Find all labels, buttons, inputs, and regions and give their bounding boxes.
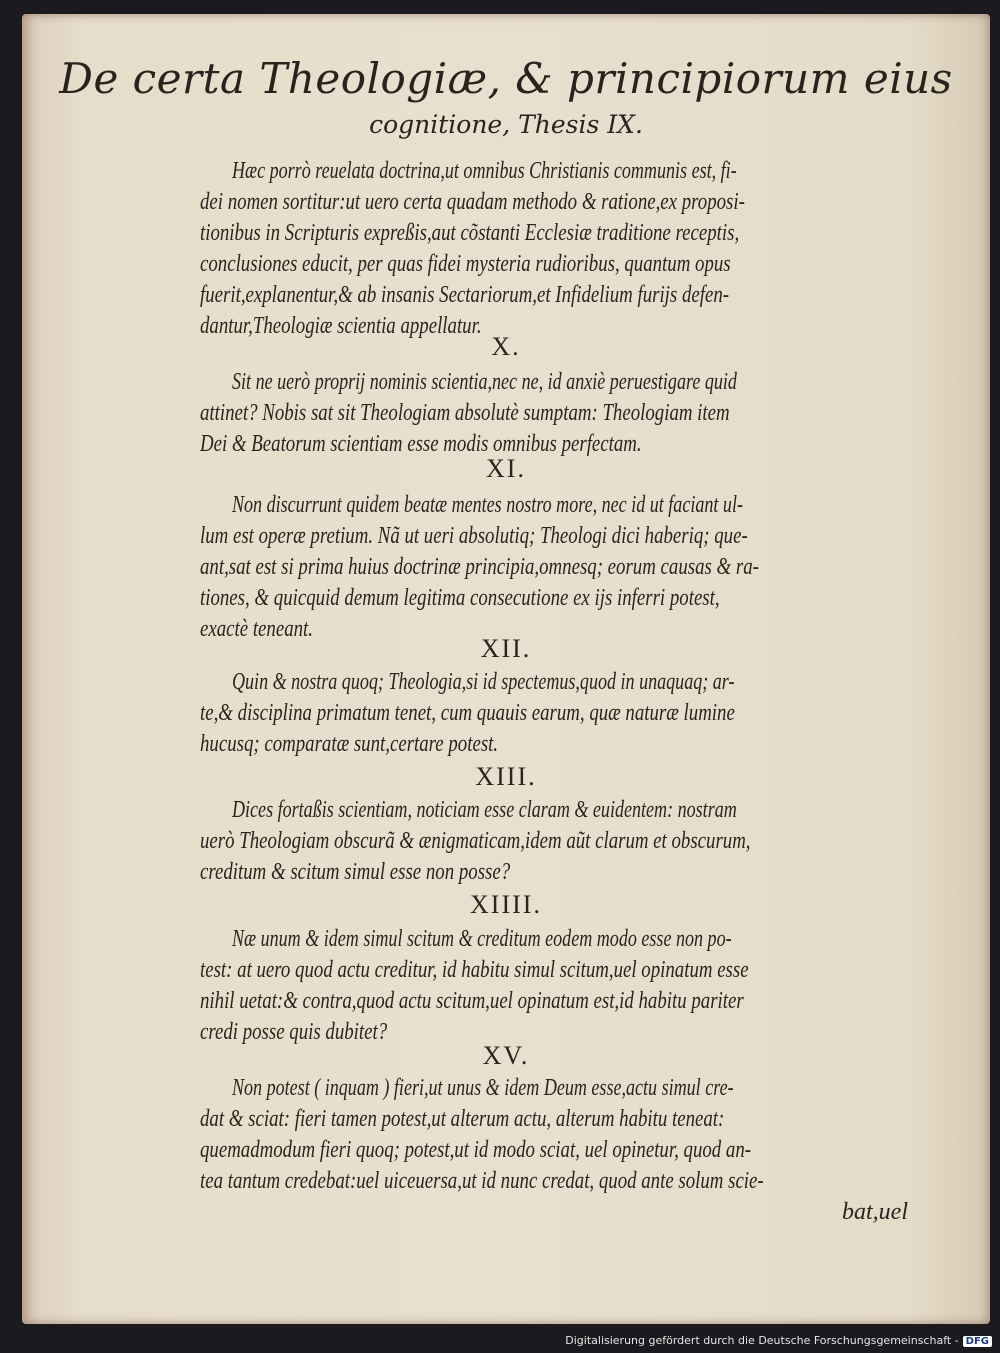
thesis-numeral: XIII. bbox=[475, 762, 537, 791]
text-line: Quin & nostra quoq; Theologia,si id spectemus,quod in unaquaq; ar- bbox=[232, 669, 735, 695]
text-line: quemadmodum fieri quoq; potest,ut id modo sciat, uel opinetur, quod an- bbox=[200, 1137, 752, 1163]
text-line: dei nomen sortitur:ut uero certa quadam methodo & ratione,ex proposi- bbox=[200, 189, 745, 215]
credit-text: Digitalisierung gefördert durch die Deutsche Forschungsgemeinschaft - bbox=[565, 1334, 959, 1347]
thesis-numeral: X. bbox=[491, 332, 521, 361]
text-line: Hæc porrò reuelata doctrina,ut omnibus Christianis communis est, fi- bbox=[232, 158, 737, 184]
text-line: Dei & Beatorum scientiam esse modis omnibus perfectam. bbox=[200, 431, 642, 457]
text-line: dat & sciat: fieri tamen potest,ut alterum actu, alterum habitu teneat: bbox=[200, 1106, 725, 1132]
text-line: creditum & scitum simul esse non posse? bbox=[200, 859, 511, 885]
text-line: tionibus in Scripturis expreßis,aut cõstanti Ecclesiæ traditione receptis, bbox=[200, 220, 740, 246]
text-line: tiones, & quicquid demum legitima consecutione ex ijs inferri potest, bbox=[200, 585, 720, 611]
catchword: bat,uel bbox=[842, 1199, 908, 1225]
text-line: test: at uero quod actu creditur, id habitu simul scitum,uel opinatum esse bbox=[200, 957, 749, 983]
thesis-numeral: XII. bbox=[480, 634, 532, 663]
page-subtitle: cognitione, Thesis IX. bbox=[369, 110, 643, 139]
text-line: Non potest ( inquam ) fieri,ut unus & idem Deum esse,actu simul cre- bbox=[232, 1075, 734, 1101]
thesis-numeral: XV. bbox=[482, 1041, 530, 1070]
text-line: uerò Theologiam obscurã & ænigmaticam,idem aũt clarum et obscurum, bbox=[200, 828, 751, 854]
thesis-numeral: XI. bbox=[486, 454, 526, 483]
dfg-logo: DFG bbox=[963, 1336, 992, 1347]
digitization-credit bbox=[565, 1334, 992, 1347]
text-line: credi posse quis dubitet? bbox=[200, 1019, 388, 1045]
text-line: nihil uetat:& contra,quod actu scitum,uel opinatum est,id habitu pariter bbox=[200, 988, 744, 1014]
text-line: fuerit,explanentur,& ab insanis Sectariorum,et Infidelium furijs defen- bbox=[200, 282, 730, 308]
text-line: Dices fortaßis scientiam, noticiam esse claram & euidentem: nostram bbox=[232, 797, 737, 823]
book-page bbox=[22, 14, 990, 1324]
text-line: ant,sat est si prima huius doctrinæ principia,omnesq; eorum causas & ra- bbox=[200, 554, 759, 580]
text-line: Non discurrunt quidem beatæ mentes nostro more, nec id ut faciant ul- bbox=[232, 492, 743, 518]
text-line: tea tantum credebat:uel uiceuersa,ut id nunc credat, quod ante solum scie- bbox=[200, 1168, 764, 1194]
page-title: De certa Theologiæ, & principiorum eius bbox=[59, 54, 953, 103]
text-line: te,& disciplina primatum tenet, cum quauis earum, quæ naturæ lumine bbox=[200, 700, 735, 726]
thesis-numeral: XIIII. bbox=[470, 890, 542, 919]
text-line: dantur,Theologiæ scientia appellatur. bbox=[200, 313, 482, 339]
text-line: hucusq; comparatæ sunt,certare potest. bbox=[200, 731, 499, 757]
text-line: attinet? Nobis sat sit Theologiam absolutè sumptam: Theologiam item bbox=[200, 400, 730, 426]
text-line: exactè teneant. bbox=[200, 616, 313, 642]
text-line: conclusiones educit, per quas fidei mysteria rudioribus, quantum opus bbox=[200, 251, 731, 277]
text-line: lum est operæ pretium. Nã ut ueri absolutiq; Theologi dici haberiq; que- bbox=[200, 523, 748, 549]
text-line: Næ unum & idem simul scitum & creditum eodem modo esse non po- bbox=[232, 926, 732, 952]
text-line: Sit ne uerò proprij nominis scientia,nec ne, id anxiè peruestigare quid bbox=[232, 369, 737, 395]
